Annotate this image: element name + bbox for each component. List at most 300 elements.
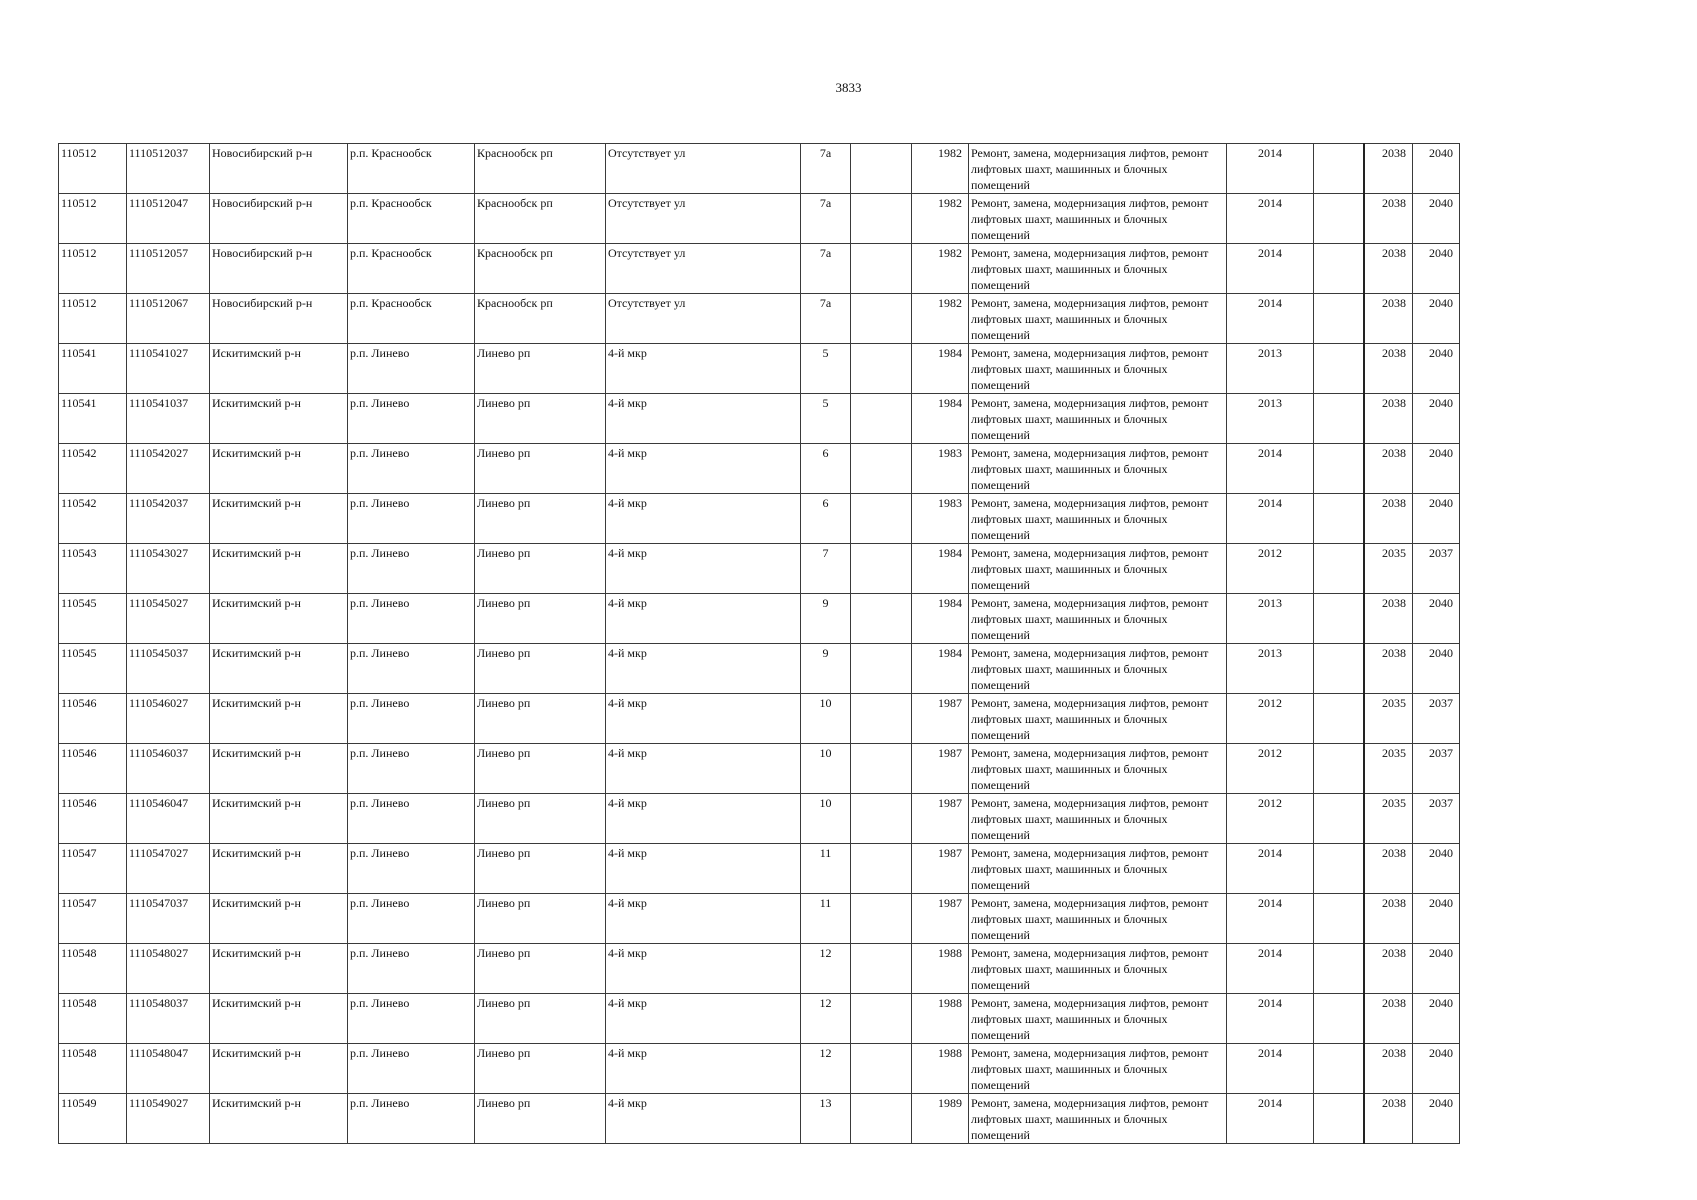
district-cell: Искитимский р-н	[210, 494, 348, 544]
year-built-cell: 1982	[912, 194, 969, 244]
settlement-cell: р.п. Линево	[348, 994, 475, 1044]
table-row	[59, 344, 1460, 394]
record-code: 110542	[59, 494, 127, 544]
record-id: 1110548027	[127, 944, 210, 994]
record-id: 1110541027	[127, 344, 210, 394]
empty-cell	[851, 444, 912, 494]
district-cell: Искитимский р-н	[210, 1044, 348, 1094]
district-cell: Искитимский р-н	[210, 794, 348, 844]
street-cell: 4-й мкр	[606, 844, 801, 894]
empty-cell	[851, 594, 912, 644]
settlement-cell: р.п. Линево	[348, 494, 475, 544]
record-code: 110512	[59, 294, 127, 344]
locality-cell: Линево рп	[475, 844, 606, 894]
house-number-cell: 5	[801, 394, 851, 444]
year-from-cell: 2038	[1364, 244, 1413, 294]
empty-cell	[1314, 994, 1364, 1044]
empty-cell	[851, 1044, 912, 1094]
work-type-cell: Ремонт, замена, модернизация лифтов, ремонт лифтовых шахт, машинных и блочных помещений	[969, 1094, 1227, 1144]
table-row	[59, 194, 1460, 244]
year-built-cell: 1989	[912, 1094, 969, 1144]
house-number-cell: 12	[801, 1044, 851, 1094]
street-cell: 4-й мкр	[606, 744, 801, 794]
record-code: 110541	[59, 394, 127, 444]
table-row	[59, 1044, 1460, 1094]
year-built-cell: 1982	[912, 294, 969, 344]
year-from-cell: 2038	[1364, 494, 1413, 544]
locality-cell: Линево рп	[475, 794, 606, 844]
empty-cell	[1314, 494, 1364, 544]
empty-cell	[851, 294, 912, 344]
work-type-cell: Ремонт, замена, модернизация лифтов, ремонт лифтовых шахт, машинных и блочных помещений	[969, 844, 1227, 894]
street-cell: 4-й мкр	[606, 994, 801, 1044]
record-code: 110541	[59, 344, 127, 394]
empty-cell	[851, 744, 912, 794]
record-id: 1110512057	[127, 244, 210, 294]
street-cell: 4-й мкр	[606, 494, 801, 544]
plan-year-cell: 2014	[1227, 144, 1314, 194]
empty-cell	[851, 494, 912, 544]
year-from-cell: 2038	[1364, 894, 1413, 944]
street-cell: 4-й мкр	[606, 594, 801, 644]
year-to-cell: 2040	[1413, 894, 1460, 944]
plan-year-cell: 2014	[1227, 494, 1314, 544]
district-cell: Искитимский р-н	[210, 1094, 348, 1144]
empty-cell	[1314, 144, 1364, 194]
street-cell: Отсутствует ул	[606, 194, 801, 244]
house-number-cell: 12	[801, 944, 851, 994]
settlement-cell: р.п. Линево	[348, 744, 475, 794]
locality-cell: Линево рп	[475, 1044, 606, 1094]
empty-cell	[851, 844, 912, 894]
record-id: 1110545027	[127, 594, 210, 644]
plan-year-cell: 2014	[1227, 244, 1314, 294]
year-to-cell: 2037	[1413, 744, 1460, 794]
work-type-cell: Ремонт, замена, модернизация лифтов, ремонт лифтовых шахт, машинных и блочных помещений	[969, 144, 1227, 194]
work-type-cell: Ремонт, замена, модернизация лифтов, ремонт лифтовых шахт, машинных и блочных помещений	[969, 344, 1227, 394]
house-number-cell: 7	[801, 544, 851, 594]
year-to-cell: 2040	[1413, 844, 1460, 894]
year-to-cell: 2040	[1413, 294, 1460, 344]
plan-year-cell: 2012	[1227, 744, 1314, 794]
empty-cell	[1314, 1044, 1364, 1094]
year-built-cell: 1982	[912, 144, 969, 194]
record-id: 1110546027	[127, 694, 210, 744]
house-number-cell: 6	[801, 494, 851, 544]
record-id: 1110542027	[127, 444, 210, 494]
table-row	[59, 444, 1460, 494]
year-from-cell: 2038	[1364, 644, 1413, 694]
empty-cell	[851, 644, 912, 694]
table-row	[59, 494, 1460, 544]
house-number-cell: 9	[801, 644, 851, 694]
district-cell: Новосибирский р-н	[210, 144, 348, 194]
street-cell: Отсутствует ул	[606, 294, 801, 344]
empty-cell	[851, 244, 912, 294]
settlement-cell: р.п. Линево	[348, 844, 475, 894]
empty-cell	[1314, 944, 1364, 994]
empty-cell	[1314, 294, 1364, 344]
plan-year-cell: 2014	[1227, 1094, 1314, 1144]
district-cell: Искитимский р-н	[210, 894, 348, 944]
plan-year-cell: 2013	[1227, 344, 1314, 394]
year-built-cell: 1987	[912, 744, 969, 794]
plan-year-cell: 2014	[1227, 894, 1314, 944]
district-cell: Искитимский р-н	[210, 694, 348, 744]
record-id: 1110512067	[127, 294, 210, 344]
table-row	[59, 794, 1460, 844]
locality-cell: Линево рп	[475, 1094, 606, 1144]
plan-year-cell: 2014	[1227, 994, 1314, 1044]
empty-cell	[851, 994, 912, 1044]
street-cell: 4-й мкр	[606, 694, 801, 744]
year-built-cell: 1984	[912, 644, 969, 694]
district-cell: Новосибирский р-н	[210, 244, 348, 294]
table-row	[59, 294, 1460, 344]
table-row	[59, 944, 1460, 994]
street-cell: 4-й мкр	[606, 944, 801, 994]
empty-cell	[1314, 194, 1364, 244]
page-number: 3833	[835, 80, 862, 95]
district-cell: Искитимский р-н	[210, 344, 348, 394]
work-type-cell: Ремонт, замена, модернизация лифтов, ремонт лифтовых шахт, машинных и блочных помещений	[969, 944, 1227, 994]
empty-cell	[851, 694, 912, 744]
locality-cell: Линево рп	[475, 444, 606, 494]
work-type-cell: Ремонт, замена, модернизация лифтов, ремонт лифтовых шахт, машинных и блочных помещений	[969, 694, 1227, 744]
locality-cell: Линево рп	[475, 994, 606, 1044]
year-built-cell: 1987	[912, 844, 969, 894]
empty-cell	[851, 144, 912, 194]
house-number-cell: 12	[801, 994, 851, 1044]
year-to-cell: 2037	[1413, 794, 1460, 844]
house-number-cell: 7а	[801, 244, 851, 294]
work-type-cell: Ремонт, замена, модернизация лифтов, ремонт лифтовых шахт, машинных и блочных помещений	[969, 594, 1227, 644]
plan-year-cell: 2014	[1227, 444, 1314, 494]
district-cell: Новосибирский р-н	[210, 194, 348, 244]
street-cell: 4-й мкр	[606, 644, 801, 694]
plan-year-cell: 2014	[1227, 1044, 1314, 1094]
empty-cell	[851, 394, 912, 444]
plan-year-cell: 2014	[1227, 944, 1314, 994]
record-id: 1110546037	[127, 744, 210, 794]
record-id: 1110546047	[127, 794, 210, 844]
settlement-cell: р.п. Линево	[348, 394, 475, 444]
year-from-cell: 2038	[1364, 394, 1413, 444]
record-code: 110548	[59, 1044, 127, 1094]
empty-cell	[1314, 544, 1364, 594]
empty-cell	[1314, 344, 1364, 394]
year-built-cell: 1983	[912, 444, 969, 494]
empty-cell	[851, 794, 912, 844]
record-code: 110546	[59, 794, 127, 844]
record-code: 110543	[59, 544, 127, 594]
empty-cell	[851, 894, 912, 944]
district-cell: Искитимский р-н	[210, 994, 348, 1044]
house-number-cell: 13	[801, 1094, 851, 1144]
district-cell: Искитимский р-н	[210, 944, 348, 994]
empty-cell	[851, 944, 912, 994]
work-type-cell: Ремонт, замена, модернизация лифтов, ремонт лифтовых шахт, машинных и блочных помещений	[969, 994, 1227, 1044]
settlement-cell: р.п. Линево	[348, 544, 475, 594]
year-built-cell: 1988	[912, 994, 969, 1044]
year-from-cell: 2038	[1364, 344, 1413, 394]
locality-cell: Линево рп	[475, 594, 606, 644]
plan-year-cell: 2014	[1227, 294, 1314, 344]
house-number-cell: 7а	[801, 144, 851, 194]
year-from-cell: 2035	[1364, 744, 1413, 794]
year-to-cell: 2040	[1413, 394, 1460, 444]
year-to-cell: 2040	[1413, 244, 1460, 294]
work-type-cell: Ремонт, замена, модернизация лифтов, ремонт лифтовых шахт, машинных и блочных помещений	[969, 894, 1227, 944]
year-from-cell: 2038	[1364, 194, 1413, 244]
record-id: 1110548037	[127, 994, 210, 1044]
year-to-cell: 2040	[1413, 1094, 1460, 1144]
work-type-cell: Ремонт, замена, модернизация лифтов, ремонт лифтовых шахт, машинных и блочных помещений	[969, 394, 1227, 444]
plan-year-cell: 2014	[1227, 194, 1314, 244]
year-built-cell: 1984	[912, 344, 969, 394]
settlement-cell: р.п. Линево	[348, 644, 475, 694]
record-id: 1110545037	[127, 644, 210, 694]
plan-year-cell: 2014	[1227, 844, 1314, 894]
year-to-cell: 2040	[1413, 644, 1460, 694]
street-cell: 4-й мкр	[606, 344, 801, 394]
record-code: 110547	[59, 894, 127, 944]
work-type-cell: Ремонт, замена, модернизация лифтов, ремонт лифтовых шахт, машинных и блочных помещений	[969, 194, 1227, 244]
table-row	[59, 694, 1460, 744]
table-row	[59, 544, 1460, 594]
table-row	[59, 1094, 1460, 1144]
record-code: 110542	[59, 444, 127, 494]
locality-cell: Краснообск рп	[475, 294, 606, 344]
empty-cell	[1314, 244, 1364, 294]
house-number-cell: 9	[801, 594, 851, 644]
year-built-cell: 1987	[912, 694, 969, 744]
street-cell: 4-й мкр	[606, 444, 801, 494]
table-row	[59, 594, 1460, 644]
record-id: 1110547027	[127, 844, 210, 894]
locality-cell: Линево рп	[475, 894, 606, 944]
locality-cell: Линево рп	[475, 744, 606, 794]
year-to-cell: 2040	[1413, 494, 1460, 544]
year-built-cell: 1988	[912, 944, 969, 994]
record-id: 1110512047	[127, 194, 210, 244]
settlement-cell: р.п. Линево	[348, 944, 475, 994]
street-cell: Отсутствует ул	[606, 144, 801, 194]
work-type-cell: Ремонт, замена, модернизация лифтов, ремонт лифтовых шахт, машинных и блочных помещений	[969, 544, 1227, 594]
table-row	[59, 144, 1460, 194]
district-cell: Искитимский р-н	[210, 594, 348, 644]
record-code: 110549	[59, 1094, 127, 1144]
year-to-cell: 2040	[1413, 994, 1460, 1044]
year-to-cell: 2037	[1413, 544, 1460, 594]
locality-cell: Краснообск рп	[475, 244, 606, 294]
locality-cell: Краснообск рп	[475, 144, 606, 194]
work-type-cell: Ремонт, замена, модернизация лифтов, ремонт лифтовых шахт, машинных и блочных помещений	[969, 644, 1227, 694]
house-number-cell: 7а	[801, 294, 851, 344]
year-to-cell: 2040	[1413, 1044, 1460, 1094]
house-number-cell: 10	[801, 794, 851, 844]
table-row	[59, 394, 1460, 444]
year-to-cell: 2040	[1413, 444, 1460, 494]
plan-year-cell: 2012	[1227, 694, 1314, 744]
year-from-cell: 2038	[1364, 1044, 1413, 1094]
settlement-cell: р.п. Линево	[348, 894, 475, 944]
settlement-cell: р.п. Линево	[348, 344, 475, 394]
table-row	[59, 994, 1460, 1044]
empty-cell	[1314, 794, 1364, 844]
house-number-cell: 10	[801, 694, 851, 744]
locality-cell: Краснообск рп	[475, 194, 606, 244]
year-to-cell: 2037	[1413, 694, 1460, 744]
district-cell: Новосибирский р-н	[210, 294, 348, 344]
house-number-cell: 7а	[801, 194, 851, 244]
plan-year-cell: 2013	[1227, 394, 1314, 444]
locality-cell: Линево рп	[475, 494, 606, 544]
street-cell: Отсутствует ул	[606, 244, 801, 294]
record-code: 110545	[59, 644, 127, 694]
year-from-cell: 2035	[1364, 544, 1413, 594]
register-body	[59, 144, 1460, 1144]
district-cell: Искитимский р-н	[210, 544, 348, 594]
table-row	[59, 894, 1460, 944]
locality-cell: Линево рп	[475, 544, 606, 594]
work-type-cell: Ремонт, замена, модернизация лифтов, ремонт лифтовых шахт, машинных и блочных помещений	[969, 294, 1227, 344]
street-cell: 4-й мкр	[606, 894, 801, 944]
record-code: 110512	[59, 144, 127, 194]
year-to-cell: 2040	[1413, 944, 1460, 994]
year-from-cell: 2038	[1364, 594, 1413, 644]
empty-cell	[1314, 394, 1364, 444]
plan-year-cell: 2013	[1227, 594, 1314, 644]
empty-cell	[1314, 444, 1364, 494]
settlement-cell: р.п. Краснообск	[348, 294, 475, 344]
year-to-cell: 2040	[1413, 144, 1460, 194]
settlement-cell: р.п. Линево	[348, 444, 475, 494]
register-table	[58, 143, 1460, 1144]
year-built-cell: 1987	[912, 794, 969, 844]
record-id: 1110547037	[127, 894, 210, 944]
table-row	[59, 244, 1460, 294]
record-code: 110512	[59, 194, 127, 244]
work-type-cell: Ремонт, замена, модернизация лифтов, ремонт лифтовых шахт, машинных и блочных помещений	[969, 1044, 1227, 1094]
plan-year-cell: 2013	[1227, 644, 1314, 694]
house-number-cell: 10	[801, 744, 851, 794]
settlement-cell: р.п. Краснообск	[348, 194, 475, 244]
record-id: 1110548047	[127, 1044, 210, 1094]
empty-cell	[851, 544, 912, 594]
empty-cell	[1314, 644, 1364, 694]
house-number-cell: 5	[801, 344, 851, 394]
district-cell: Искитимский р-н	[210, 844, 348, 894]
settlement-cell: р.п. Линево	[348, 594, 475, 644]
empty-cell	[1314, 894, 1364, 944]
locality-cell: Линево рп	[475, 694, 606, 744]
house-number-cell: 11	[801, 894, 851, 944]
year-from-cell: 2038	[1364, 844, 1413, 894]
table-row	[59, 644, 1460, 694]
street-cell: 4-й мкр	[606, 1094, 801, 1144]
plan-year-cell: 2012	[1227, 794, 1314, 844]
record-id: 1110512037	[127, 144, 210, 194]
year-built-cell: 1988	[912, 1044, 969, 1094]
street-cell: 4-й мкр	[606, 794, 801, 844]
district-cell: Искитимский р-н	[210, 394, 348, 444]
record-id: 1110549027	[127, 1094, 210, 1144]
record-code: 110547	[59, 844, 127, 894]
year-to-cell: 2040	[1413, 344, 1460, 394]
record-id: 1110542037	[127, 494, 210, 544]
year-from-cell: 2038	[1364, 1094, 1413, 1144]
record-code: 110512	[59, 244, 127, 294]
year-from-cell: 2038	[1364, 144, 1413, 194]
record-code: 110546	[59, 744, 127, 794]
year-built-cell: 1987	[912, 894, 969, 944]
work-type-cell: Ремонт, замена, модернизация лифтов, ремонт лифтовых шахт, машинных и блочных помещений	[969, 244, 1227, 294]
empty-cell	[1314, 744, 1364, 794]
record-code: 110548	[59, 944, 127, 994]
year-built-cell: 1984	[912, 594, 969, 644]
year-built-cell: 1983	[912, 494, 969, 544]
work-type-cell: Ремонт, замена, модернизация лифтов, ремонт лифтовых шахт, машинных и блочных помещений	[969, 444, 1227, 494]
table-row	[59, 744, 1460, 794]
house-number-cell: 11	[801, 844, 851, 894]
empty-cell	[1314, 694, 1364, 744]
locality-cell: Линево рп	[475, 644, 606, 694]
street-cell: 4-й мкр	[606, 544, 801, 594]
record-code: 110546	[59, 694, 127, 744]
street-cell: 4-й мкр	[606, 394, 801, 444]
empty-cell	[1314, 844, 1364, 894]
settlement-cell: р.п. Линево	[348, 694, 475, 744]
plan-year-cell: 2012	[1227, 544, 1314, 594]
year-built-cell: 1984	[912, 394, 969, 444]
year-from-cell: 2038	[1364, 944, 1413, 994]
year-built-cell: 1984	[912, 544, 969, 594]
year-from-cell: 2038	[1364, 444, 1413, 494]
year-to-cell: 2040	[1413, 194, 1460, 244]
settlement-cell: р.п. Линево	[348, 1094, 475, 1144]
street-cell: 4-й мкр	[606, 1044, 801, 1094]
locality-cell: Линево рп	[475, 344, 606, 394]
empty-cell	[851, 1094, 912, 1144]
record-id: 1110541037	[127, 394, 210, 444]
work-type-cell: Ремонт, замена, модернизация лифтов, ремонт лифтовых шахт, машинных и блочных помещений	[969, 794, 1227, 844]
locality-cell: Линево рп	[475, 394, 606, 444]
district-cell: Искитимский р-н	[210, 644, 348, 694]
work-type-cell: Ремонт, замена, модернизация лифтов, ремонт лифтовых шахт, машинных и блочных помещений	[969, 744, 1227, 794]
empty-cell	[1314, 594, 1364, 644]
locality-cell: Линево рп	[475, 944, 606, 994]
year-from-cell: 2038	[1364, 294, 1413, 344]
year-from-cell: 2035	[1364, 794, 1413, 844]
record-id: 1110543027	[127, 544, 210, 594]
year-built-cell: 1982	[912, 244, 969, 294]
settlement-cell: р.п. Краснообск	[348, 244, 475, 294]
year-to-cell: 2040	[1413, 594, 1460, 644]
record-code: 110545	[59, 594, 127, 644]
year-from-cell: 2035	[1364, 694, 1413, 744]
work-type-cell: Ремонт, замена, модернизация лифтов, ремонт лифтовых шахт, машинных и блочных помещений	[969, 494, 1227, 544]
empty-cell	[851, 194, 912, 244]
settlement-cell: р.п. Линево	[348, 1044, 475, 1094]
empty-cell	[1314, 1094, 1364, 1144]
settlement-cell: р.п. Линево	[348, 794, 475, 844]
district-cell: Искитимский р-н	[210, 744, 348, 794]
empty-cell	[851, 344, 912, 394]
settlement-cell: р.п. Краснообск	[348, 144, 475, 194]
table-row	[59, 844, 1460, 894]
house-number-cell: 6	[801, 444, 851, 494]
